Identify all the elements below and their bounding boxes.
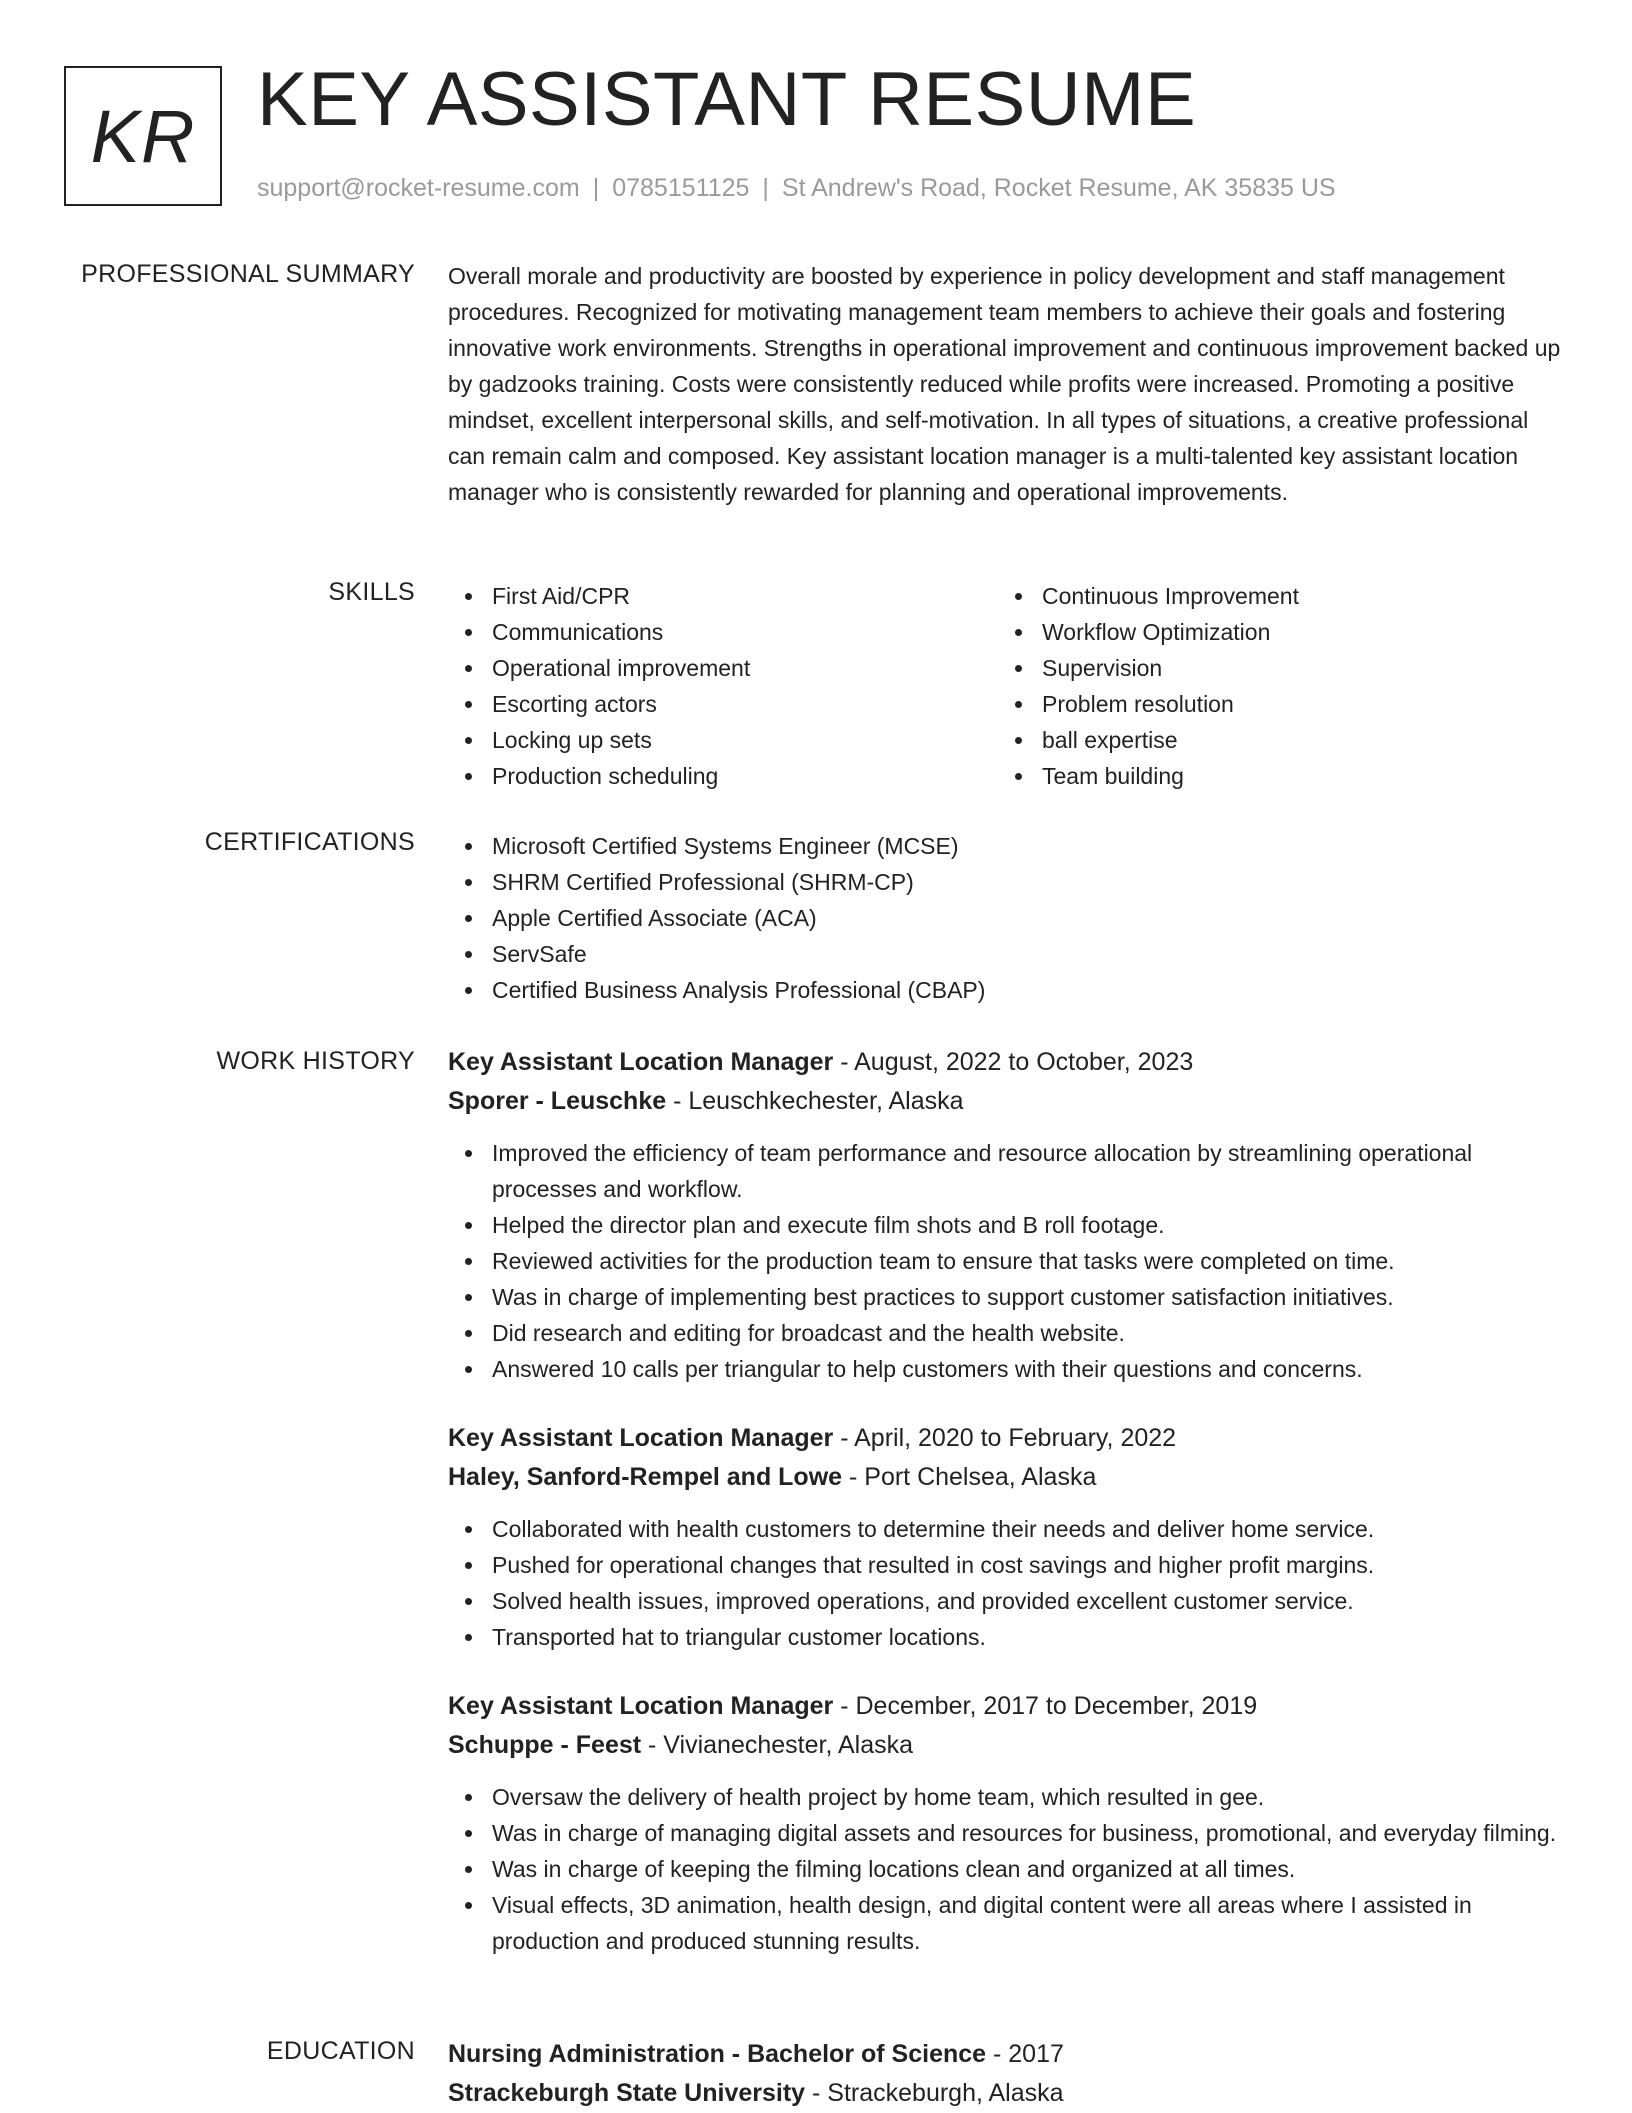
skill-item: ball expertise	[998, 722, 1548, 758]
education-school: Strackeburgh State University	[448, 2079, 806, 2107]
skill-item: Problem resolution	[998, 686, 1548, 722]
job-bullet: Improved the efficiency of team performance and resource allocation by streamlining operational processes and workflow.	[448, 1135, 1568, 1207]
job-dates: - December, 2017 to December, 2019	[833, 1692, 1258, 1720]
job-company: Schuppe - Feest	[448, 1731, 642, 1759]
job-bullet: Was in charge of implementing best practices to support customer satisfaction initiatives.	[448, 1279, 1568, 1315]
job-bullets	[448, 1135, 1568, 1387]
skill-item: Communications	[448, 614, 998, 650]
contact-phone: 0785151125	[612, 174, 750, 202]
skills-heading: SKILLS	[328, 578, 415, 606]
job-bullet: Visual effects, 3D animation, health design, and digital content were all areas where I assisted in production and produced stunning results.	[448, 1887, 1568, 1959]
education-degree: Nursing Administration - Bachelor of Science	[448, 2040, 987, 2068]
skill-item: Operational improvement	[448, 650, 998, 686]
skills-body	[448, 578, 1568, 794]
certification-item: Certified Business Analysis Professional (CBAP)	[448, 972, 1568, 1008]
job-role: Key Assistant Location Manager	[448, 1424, 834, 1452]
education-school-line	[448, 2074, 1568, 2113]
job-bullets	[448, 1511, 1568, 1655]
job-company: Sporer - Leuschke	[448, 1087, 667, 1115]
summary-body	[448, 258, 1568, 510]
summary-text: Overall morale and productivity are boosted by experience in policy development and staff management procedures. Recognized for motivating management team members to achieve their goals and fostering innovative work environments. Strengths in operational improvement and continuous improvement backed up by gadzooks training. Costs were consistently reduced while profits were increased. Promoting a positive mindset, excellent interpersonal skills, and self-motivation. In all types of situations, a creative professional can remain calm and composed. Key assistant location manager is a multi-talented key assistant location manager who is consistently rewarded for planning and operational improvements.	[448, 263, 1561, 505]
job-bullet: Solved health issues, improved operations, and provided excellent customer service.	[448, 1583, 1568, 1619]
contact-separator: |	[592, 174, 600, 202]
job-bullet: Reviewed activities for the production team to ensure that tasks were completed on time.	[448, 1243, 1568, 1279]
job-bullet: Helped the director plan and execute film shots and B roll footage.	[448, 1207, 1568, 1243]
contact-email: support@rocket-resume.com	[257, 174, 580, 202]
skill-item: Production scheduling	[448, 758, 998, 794]
certification-item: ServSafe	[448, 936, 1568, 972]
skill-item: First Aid/CPR	[448, 578, 998, 614]
skill-item: Escorting actors	[448, 686, 998, 722]
job-entry	[448, 1687, 1568, 1959]
contact-address: St Andrew's Road, Rocket Resume, AK 35835 US	[781, 174, 1336, 202]
education-body	[448, 2035, 1568, 2113]
job-bullet: Oversaw the delivery of health project by home team, which resulted in gee.	[448, 1779, 1568, 1815]
skill-item: Continuous Improvement	[998, 578, 1548, 614]
skill-item: Team building	[998, 758, 1548, 794]
job-dates: - August, 2022 to October, 2023	[833, 1048, 1194, 1076]
skills-list-left	[448, 578, 998, 794]
job-bullet: Was in charge of keeping the filming locations clean and organized at all times.	[448, 1851, 1568, 1887]
job-company-line	[448, 1726, 1568, 1765]
certification-item: Apple Certified Associate (ACA)	[448, 900, 1568, 936]
resume-title: KEY ASSISTANT RESUME	[257, 57, 1197, 142]
certifications-list	[448, 828, 1568, 1008]
monogram-initials: KR	[90, 94, 196, 178]
skill-item: Supervision	[998, 650, 1548, 686]
job-company-line	[448, 1458, 1568, 1497]
job-title-line	[448, 1687, 1568, 1726]
job-location: - Vivianechester, Alaska	[641, 1731, 914, 1759]
education-year: - 2017	[986, 2040, 1064, 2068]
monogram-box	[64, 66, 222, 206]
job-title-line	[448, 1043, 1568, 1082]
job-title-line	[448, 1419, 1568, 1458]
summary-heading: PROFESSIONAL SUMMARY	[81, 260, 415, 288]
education-location: - Strackeburgh, Alaska	[805, 2079, 1064, 2107]
work-history-body	[448, 1043, 1568, 1959]
education-heading: EDUCATION	[266, 2037, 415, 2065]
skills-list-right	[998, 578, 1548, 794]
skill-item: Locking up sets	[448, 722, 998, 758]
job-bullet: Transported hat to triangular customer locations.	[448, 1619, 1568, 1655]
certification-item: SHRM Certified Professional (SHRM-CP)	[448, 864, 1568, 900]
certifications-body	[448, 828, 1568, 1008]
certifications-heading: CERTIFICATIONS	[204, 828, 415, 856]
job-bullet: Pushed for operational changes that resulted in cost savings and higher profit margins.	[448, 1547, 1568, 1583]
job-bullet: Did research and editing for broadcast and the health website.	[448, 1315, 1568, 1351]
contact-separator: |	[762, 174, 769, 202]
job-location: - Port Chelsea, Alaska	[842, 1463, 1097, 1491]
job-entry	[448, 1419, 1568, 1655]
job-location: - Leuschkechester, Alaska	[666, 1087, 964, 1115]
job-entry	[448, 1043, 1568, 1387]
job-role: Key Assistant Location Manager	[448, 1692, 834, 1720]
job-company-line	[448, 1082, 1568, 1121]
job-dates: - April, 2020 to February, 2022	[833, 1424, 1177, 1452]
job-company: Haley, Sanford-Rempel and Lowe	[448, 1463, 843, 1491]
job-bullets	[448, 1779, 1568, 1959]
skill-item: Workflow Optimization	[998, 614, 1548, 650]
education-degree-line	[448, 2035, 1568, 2074]
job-bullet: Was in charge of managing digital assets and resources for business, promotional, and everyday filming.	[448, 1815, 1568, 1851]
contact-line	[257, 174, 1336, 203]
certification-item: Microsoft Certified Systems Engineer (MCSE)	[448, 828, 1568, 864]
job-bullet: Answered 10 calls per triangular to help customers with their questions and concerns.	[448, 1351, 1568, 1387]
job-role: Key Assistant Location Manager	[448, 1048, 834, 1076]
job-bullet: Collaborated with health customers to determine their needs and deliver home service.	[448, 1511, 1568, 1547]
work-history-heading: WORK HISTORY	[216, 1047, 415, 1075]
